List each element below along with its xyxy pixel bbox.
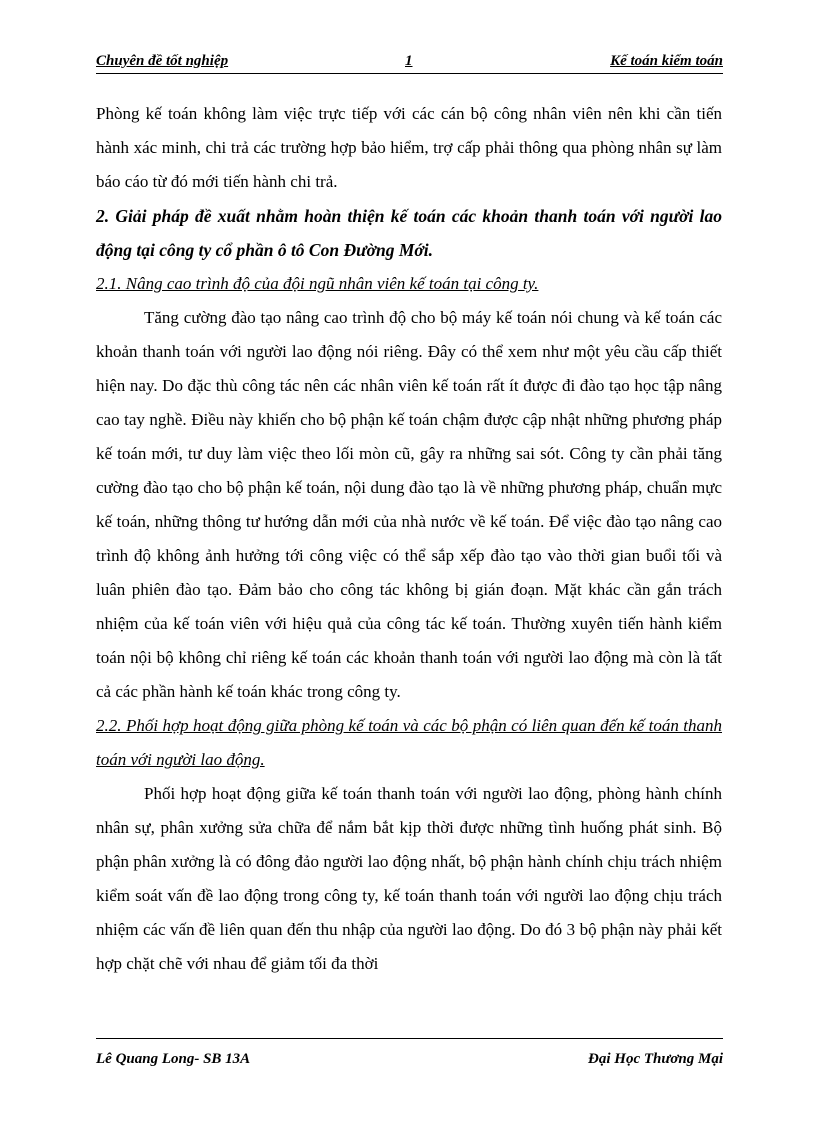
document-body xyxy=(96,97,722,981)
page-footer xyxy=(96,1038,723,1075)
body-paragraph: Phòng kế toán không làm việc trực tiếp với các cán bộ công nhân viên nên khi cần tiến hành xác minh, chi trả các trường hợp bảo hiểm, trợ cấp phải thông qua phòng nhân sự làm báo cáo từ đó mới tiến hành chi trả. xyxy=(96,104,722,191)
header-thesis-title: Chuyên đề tốt nghiệp xyxy=(96,53,229,69)
header-page-number: 1 xyxy=(405,53,413,69)
page-header xyxy=(96,53,723,74)
subsection-heading: 2.1. Nâng cao trình độ của đội ngũ nhân viên kế toán tại công ty. xyxy=(96,274,539,293)
body-paragraph: Tăng cường đào tạo nâng cao trình độ cho bộ máy kế toán nói chung và kế toán các khoản thanh toán với người lao động nói riêng. Đây có thể xem như một yêu cầu cấp thiết hiện nay. Do đặc thù công tác nên các nhân viên kế toán rất ít được đi đào tạo học tập nâng cao tay nghề. Điều này khiến cho bộ phận kế toán chậm được cập nhật những phương pháp kế toán mới, tư duy làm việc theo lối mòn cũ, gây ra những sai sót. Công ty cần phải tăng cường đào tạo cho bộ phận kế toán, nội dung đào tạo là về những phương pháp, chuẩn mực kế toán, những thông tư hướng dẫn mới của nhà nước về kế toán. Để việc đào tạo nâng cao trình độ không ảnh hưởng tới công việc có thể sắp xếp đào tạo vào thời gian buổi tối và luân phiên đào tạo. Đảm bảo cho công tác không bị gián đoạn. Mặt khác cần gắn trách nhiệm của kế toán viên với hiệu quả của công tác kế toán. Thường xuyên tiến hành kiểm toán nội bộ không chỉ riêng kế toán các khoản thanh toán với người lao động mà còn là tất cả các phần hành kế toán khác trong công ty. xyxy=(96,308,722,701)
subsection-heading: 2.2. Phối hợp hoạt động giữa phòng kế toán và các bộ phận có liên quan đến kế toán thanh toán với người lao động. xyxy=(96,716,722,769)
body-paragraph: Phối hợp hoạt động giữa kế toán thanh toán với người lao động, phòng hành chính nhân sự, phân xưởng sửa chữa để nắm bắt kịp thời được những tình huống phát sinh. Bộ phận phân xưởng là có đông đảo người lao động nhất, bộ phận hành chính chịu trách nhiệm kiểm soát vấn đề lao động trong công ty, kế toán thanh toán với người lao động chịu trách nhiệm các vấn đề liên quan đến thu nhập của người lao động. Do đó 3 bộ phận này phải kết hợp chặt chẽ với nhau để giảm tối đa thời xyxy=(96,784,722,973)
header-department: Kế toán kiểm toán xyxy=(610,53,723,69)
footer-author: Lê Quang Long- SB 13A xyxy=(96,1051,251,1067)
section-heading: 2. Giải pháp đề xuất nhằm hoàn thiện kế toán các khoản thanh toán với người lao động tại công ty cổ phần ô tô Con Đường Mới. xyxy=(96,206,722,260)
footer-university: Đại Học Thương Mại xyxy=(588,1051,723,1067)
